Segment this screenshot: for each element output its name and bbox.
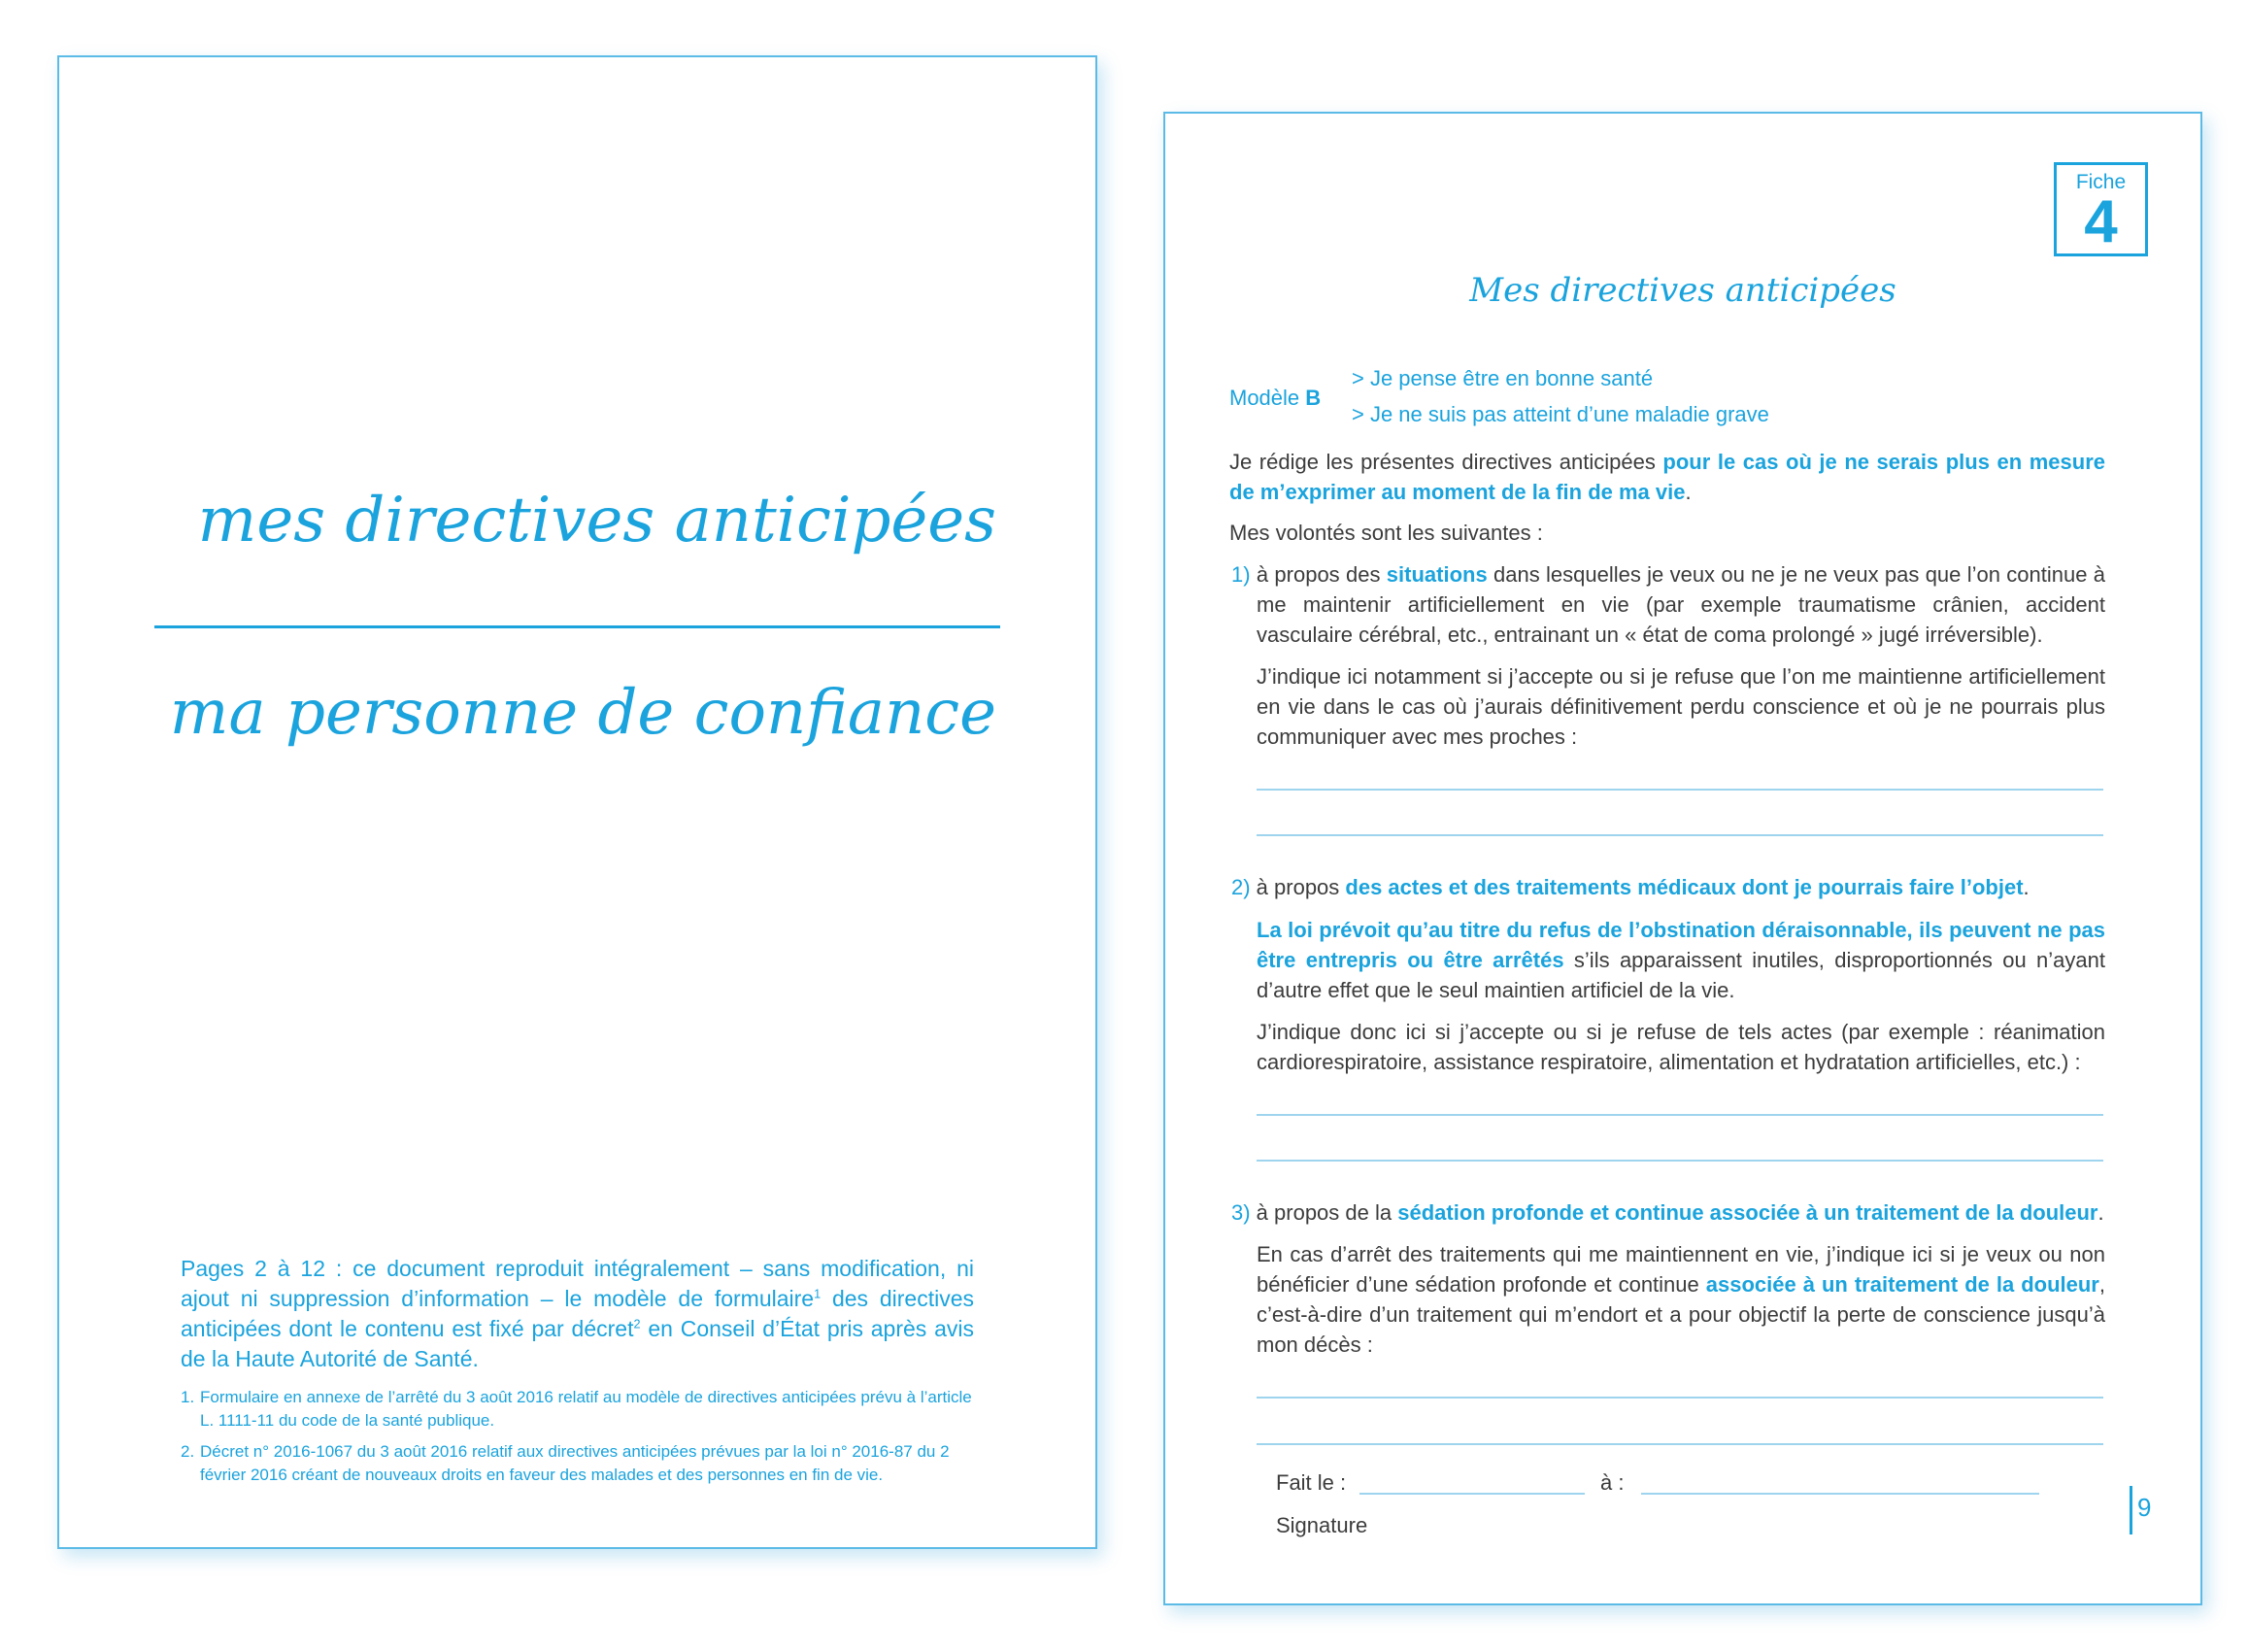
item-number: 1) — [1231, 562, 1251, 587]
cover-title-confiance: ma personne de confiance — [169, 677, 996, 749]
footnote-number: 2. — [181, 1442, 195, 1461]
item-2-law — [1257, 915, 2105, 1005]
item-2-detail: J’indique donc ici si j’accepte ou si je refuse de tels actes (par exemple : réanimation cardiorespiratoire, assistance respiratoire, alimentation et hydratation artificielles, etc.) : — [1257, 1020, 2105, 1074]
signature-label: Signature — [1276, 1513, 1368, 1537]
footnote-ref-2: 2 — [633, 1317, 641, 1332]
item-text: à propos des — [1250, 562, 1387, 587]
date-label: Fait le : — [1276, 1470, 1347, 1495]
item-emphasis: sédation profonde et continue associée à un traitement de la douleur — [1397, 1200, 2098, 1225]
item-text: à propos — [1250, 875, 1346, 899]
answer-line-3a[interactable] — [1257, 1397, 2103, 1399]
page-number: 9 — [2137, 1493, 2152, 1522]
footnote-number: 1. — [181, 1388, 195, 1406]
footnote-2 — [181, 1440, 974, 1487]
modele-text: Modèle — [1229, 386, 1306, 410]
notice-part: Pages 2 à 12 : ce document reproduit intégralement – sans modification, ni ajout ni suppression d’information – le modèle de formulaire — [181, 1256, 974, 1311]
page-number-bar — [2130, 1486, 2132, 1534]
intro-paragraph — [1229, 447, 2105, 507]
page-title: Mes directives anticipées — [1469, 271, 1896, 310]
fiche-label: Fiche — [2075, 171, 2127, 193]
item-text: . — [2097, 1200, 2104, 1225]
cover-title-directives: mes directives anticipées — [197, 485, 996, 556]
item-text: à propos de la — [1250, 1200, 1398, 1225]
item-text: . — [2023, 875, 2030, 899]
law-emphasis: La loi prévoit qu’au titre du refus de l’obstination déraisonnable, ils peuvent ne pas être entrepris ou être arrêtés — [1257, 918, 2105, 972]
condition-1: > Je pense être en bonne santé — [1352, 366, 1654, 390]
condition-2: > Je ne suis pas atteint d’une maladie grave — [1352, 402, 1769, 426]
intro-text: Je rédige les présentes directives anticipées — [1229, 450, 1663, 474]
item-number: 3) — [1231, 1200, 1251, 1225]
date-field[interactable] — [1359, 1493, 1585, 1495]
item-3 — [1231, 1197, 2105, 1228]
place-label: à : — [1600, 1470, 1625, 1495]
notice-text — [181, 1254, 974, 1374]
modele-label — [1229, 386, 1321, 411]
detail-text: En cas d’arrêt des traitements qui me maintiennent en vie, j’indique ici si je veux ou non bénéficier d’une sédation profonde et continue — [1257, 1242, 2105, 1297]
item-text: dans lesquelles je veux ou ne je ne veux pas que l’on continue à me maintenir artificiellement en vie (par exemple traumatisme crânien, accident vasculaire cérébral, etc., entrainant un « état de coma prolongé » jugé irréversible). — [1257, 562, 2105, 647]
detail-emphasis: associée à un traitement de la douleur — [1705, 1272, 2099, 1297]
intro-emphasis: pour le cas où je ne serais plus en mesure de m’exprimer au moment de la fin de ma vie — [1229, 450, 2105, 504]
item-2 — [1231, 872, 2105, 902]
footnote-ref-1: 1 — [814, 1287, 822, 1301]
item-1 — [1231, 559, 2105, 650]
footnote-text: Décret n° 2016-1067 du 3 août 2016 relatif aux directives anticipées prévues par la loi n° 2016-87 du 2 février 2016 créant de nouveaux droits en faveur des malades et des personnes en fin de vie. — [200, 1442, 950, 1484]
item-emphasis: des actes et des traitements médicaux dont je pourrais faire l’objet — [1345, 875, 2024, 899]
item-emphasis: situations — [1386, 562, 1488, 587]
cover-page — [57, 55, 1097, 1549]
fiche-badge — [2054, 162, 2148, 256]
place-field[interactable] — [1641, 1493, 2039, 1495]
intro-text: . — [1685, 480, 1692, 504]
footnotes — [181, 1386, 974, 1495]
answer-line-1b[interactable] — [1257, 834, 2103, 836]
form-page — [1163, 112, 2202, 1605]
answer-line-1a[interactable] — [1257, 789, 2103, 791]
answer-line-3b[interactable] — [1257, 1443, 2103, 1445]
footnote-text: Formulaire en annexe de l’arrêté du 3 août 2016 relatif au modèle de directives anticipées prévu à l’article L. 1111-11 du code de la santé publique. — [200, 1388, 972, 1430]
fiche-number: 4 — [2084, 188, 2118, 255]
notice-part: des directives anticipées dont le contenu est fixé par décret — [181, 1286, 974, 1341]
answer-line-2a[interactable] — [1257, 1114, 2103, 1116]
cover-divider — [154, 625, 1000, 628]
footnote-1 — [181, 1386, 974, 1433]
modele-letter: B — [1305, 386, 1322, 410]
item-1-detail: J’indique ici notamment si j’accepte ou si je refuse que l’on me maintienne artificiellement en vie dans le cas où j’aurais définitivement perdu conscience et où je ne pourrais plus communiquer avec mes proches : — [1257, 664, 2105, 749]
law-text: s’ils apparaissent inutiles, disproportionnés ou n’ayant d’autre effet que le seul maintien artificiel de la vie. — [1257, 948, 2105, 1002]
notice-part: en Conseil d’État pris après avis de la Haute Autorité de Santé. — [181, 1316, 975, 1371]
item-3-detail — [1257, 1239, 2105, 1360]
wishes-heading: Mes volontés sont les suivantes : — [1229, 521, 1543, 545]
detail-text: , c’est-à-dire d’un traitement qui m’endort et a pour objectif la perte de conscience jusqu’à mon décès : — [1257, 1272, 2105, 1357]
item-number: 2) — [1231, 875, 1251, 899]
answer-line-2b[interactable] — [1257, 1160, 2103, 1162]
